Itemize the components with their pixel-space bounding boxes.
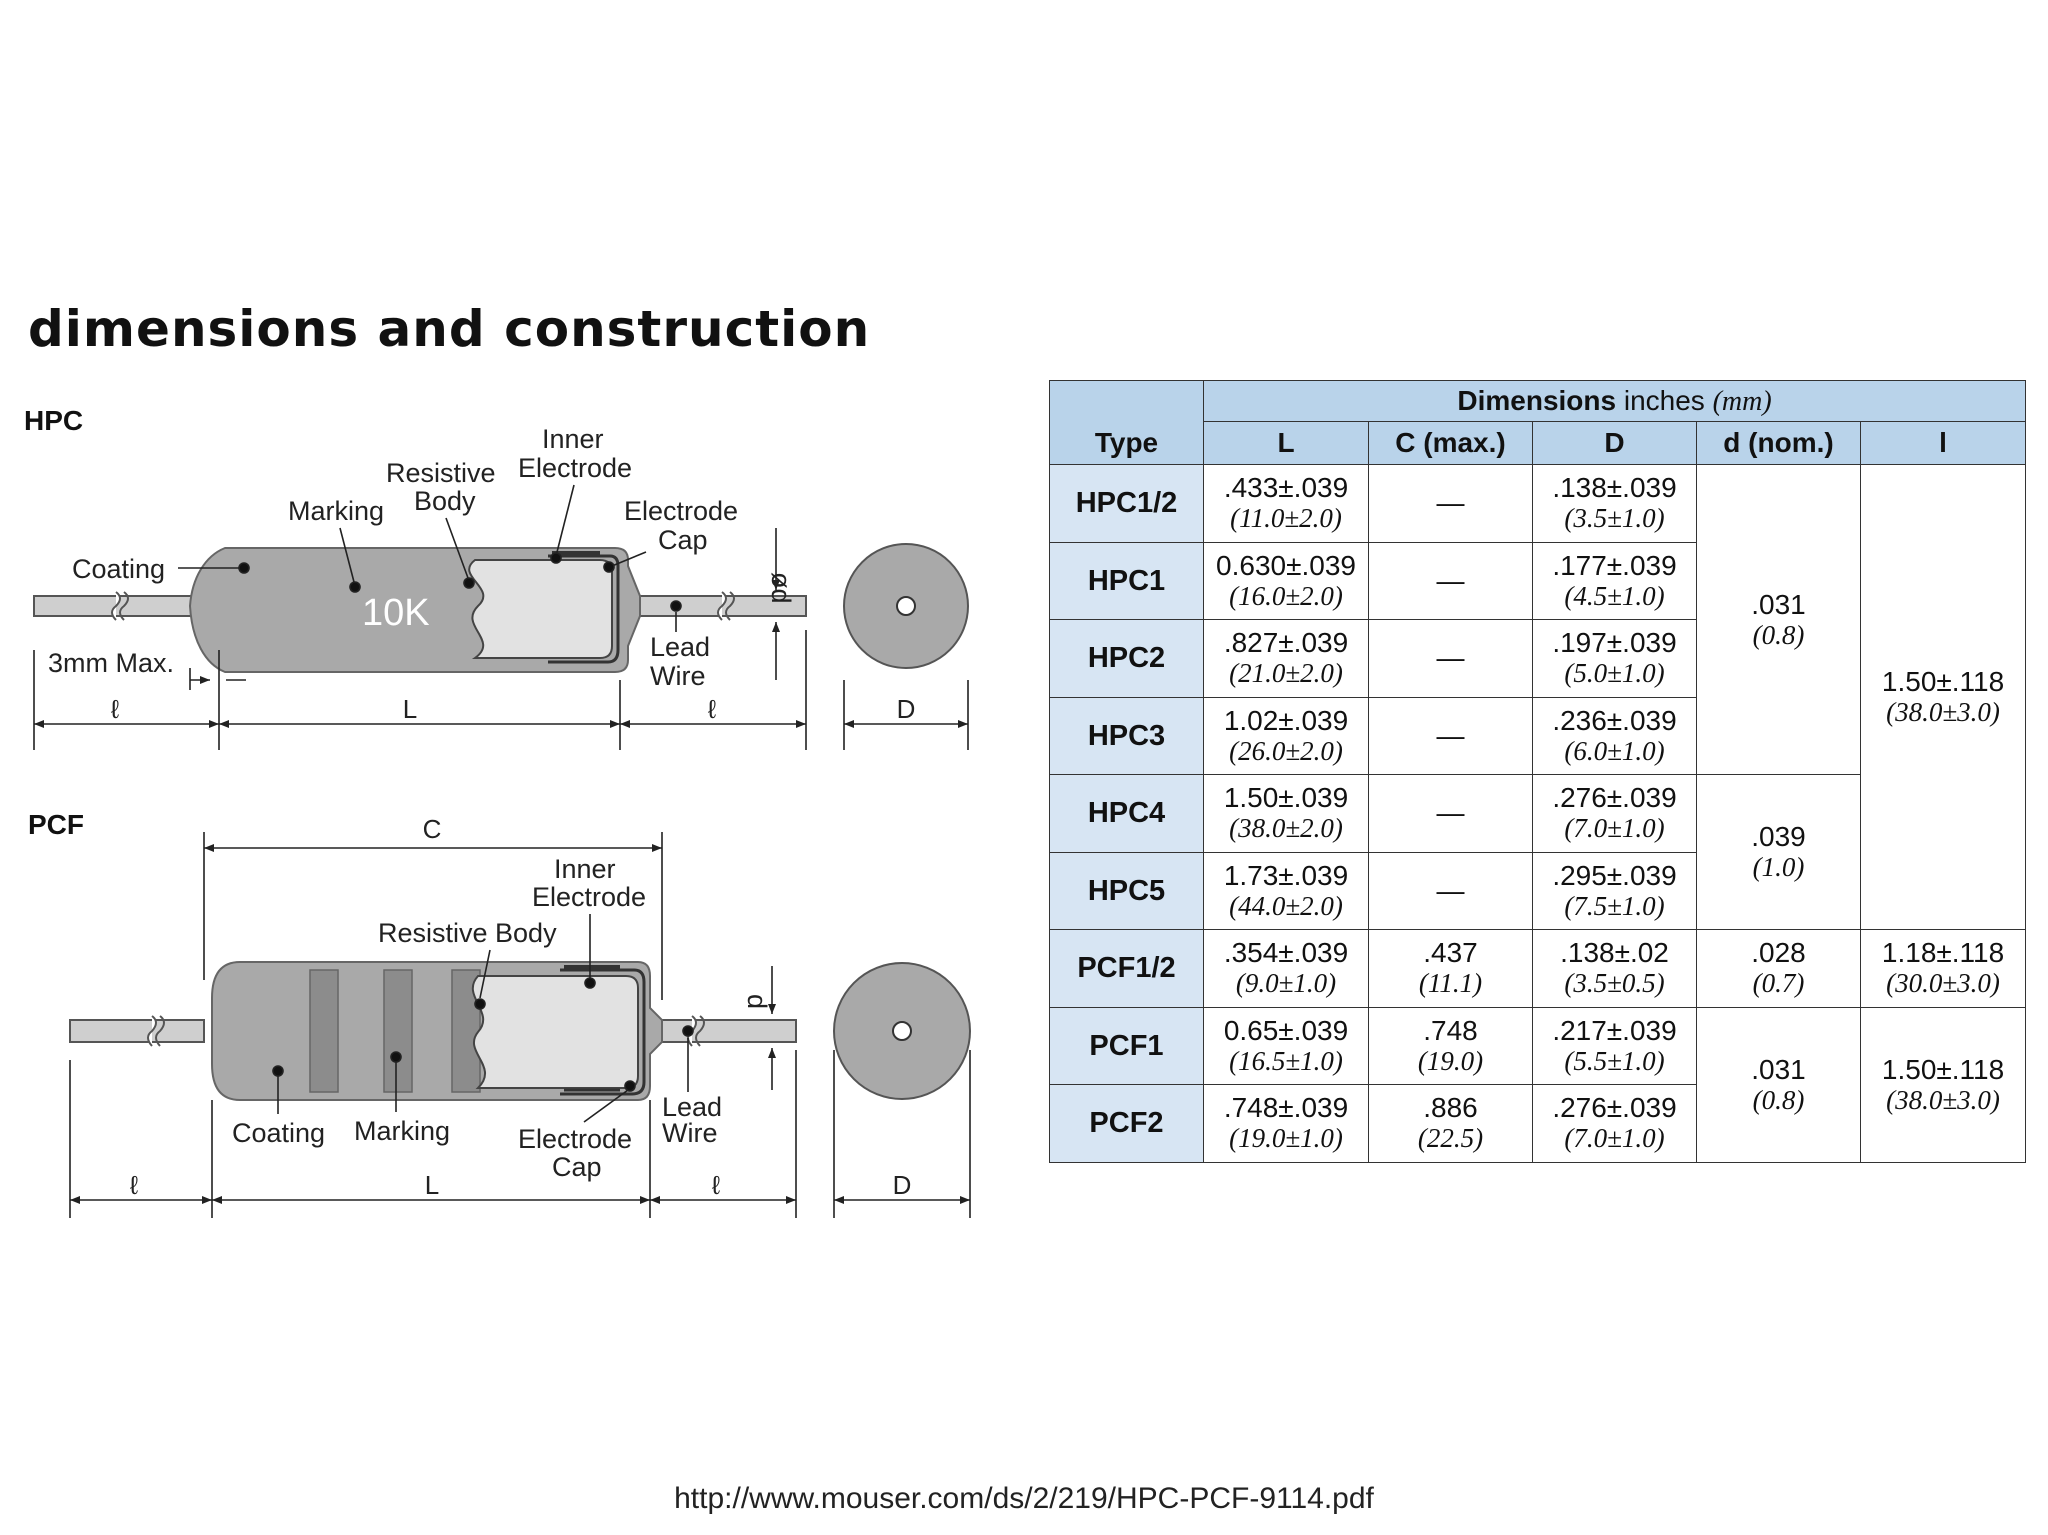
pcf-label-inner-electrode: Inner	[554, 854, 616, 884]
table-row	[1050, 930, 2026, 1008]
lead-length-cell: 1.50±.118 (38.0±3.0)	[1861, 1007, 2026, 1162]
type-cell: HPC1	[1050, 542, 1204, 620]
column-header-c: C (max.)	[1369, 422, 1533, 465]
pcf-label-lead-wire: Lead	[662, 1092, 723, 1122]
d-cell: .197±.039 (5.0±1.0)	[1533, 620, 1697, 698]
d-cell: .276±.039 (7.0±1.0)	[1533, 775, 1697, 853]
hpc-section-label: HPC	[24, 405, 84, 436]
group-header-label: Dimensions	[1457, 384, 1617, 416]
pcf-resistive-body	[473, 976, 638, 1088]
c-cell: .886 (22.5)	[1369, 1085, 1533, 1163]
d-cell: .217±.039 (5.5±1.0)	[1533, 1007, 1697, 1085]
source-url: http://www.mouser.com/ds/2/219/HPC-PCF-9114.pdf	[674, 1482, 1374, 1515]
d-nom-cell: .031 (0.8)	[1697, 465, 1861, 775]
pcf-band-1	[310, 970, 338, 1092]
hpc-label-marking: Marking	[288, 496, 385, 526]
c-cell: —	[1369, 542, 1533, 620]
hpc-label-lead-wire: Lead	[650, 632, 711, 662]
d-nom-cell: .031 (0.8)	[1697, 1007, 1861, 1162]
pcf-dim-diameter: D	[892, 1170, 912, 1200]
hpc-label-od: ød	[766, 572, 796, 604]
type-cell: PCF1/2	[1050, 930, 1204, 1008]
pcf-lead-right	[662, 1020, 796, 1042]
d-cell: .177±.039 (4.5±1.0)	[1533, 542, 1697, 620]
d-cell: .276±.039 (7.0±1.0)	[1533, 1085, 1697, 1163]
hpc-dim-lead-right: ℓ	[707, 694, 717, 724]
l-cell: .827±.039 (21.0±2.0)	[1204, 620, 1369, 698]
construction-diagram	[0, 390, 1010, 1250]
c-cell: —	[1369, 852, 1533, 930]
dimensions-group-header	[1204, 381, 2026, 422]
pcf-label-d: d	[742, 994, 772, 1010]
l-cell: 0.630±.039 (16.0±2.0)	[1204, 542, 1369, 620]
column-header-l: L	[1204, 422, 1369, 465]
lead-length-cell: 1.18±.118 (30.0±3.0)	[1861, 930, 2026, 1008]
pcf-label-lead-wire-2: Wire	[662, 1118, 718, 1148]
d-cell: .295±.039 (7.5±1.0)	[1533, 852, 1697, 930]
column-header-type: Type	[1050, 381, 1204, 465]
dimensions-table	[1049, 380, 2026, 1163]
group-header-unit: inches	[1623, 384, 1705, 416]
hpc-resistive-body	[469, 560, 612, 658]
pcf-dim-length: L	[424, 1170, 440, 1200]
type-cell: HPC3	[1050, 697, 1204, 775]
hpc-dim-lead-left: ℓ	[110, 694, 120, 724]
c-cell: —	[1369, 697, 1533, 775]
type-cell: HPC2	[1050, 620, 1204, 698]
hpc-dim-length: L	[402, 694, 418, 724]
type-cell: HPC4	[1050, 775, 1204, 853]
page-title: dimensions and construction	[28, 300, 871, 358]
hpc-resistor	[34, 544, 968, 672]
c-cell: —	[1369, 775, 1533, 853]
l-cell: 0.65±.039 (16.5±1.0)	[1204, 1007, 1369, 1085]
c-cell: —	[1369, 620, 1533, 698]
c-cell: .437 (11.1)	[1369, 930, 1533, 1008]
hpc-label-lead-wire-2: Wire	[650, 661, 706, 691]
d-cell: .138±.039 (3.5±1.0)	[1533, 465, 1697, 543]
group-header-unit-alt: (mm)	[1712, 385, 1772, 417]
l-cell: 1.02±.039 (26.0±2.0)	[1204, 697, 1369, 775]
pcf-label-inner-electrode-2: Electrode	[532, 882, 647, 912]
table-row	[1050, 1007, 2026, 1085]
hpc-label-resistive-body: Resistive	[386, 458, 496, 488]
table-row	[1050, 465, 2026, 543]
pcf-dim-cap-length: C	[422, 814, 442, 844]
pcf-label-electrode-cap-2: Cap	[552, 1152, 602, 1182]
pcf-dim-lead-right: ℓ	[711, 1170, 721, 1200]
l-cell: 1.73±.039 (44.0±2.0)	[1204, 852, 1369, 930]
hpc-label-max-note: 3mm Max.	[48, 648, 175, 678]
d-nom-cell: .039 (1.0)	[1697, 775, 1861, 930]
hpc-label-electrode-cap: Electrode	[624, 496, 739, 526]
l-cell: .748±.039 (19.0±1.0)	[1204, 1085, 1369, 1163]
pcf-resistor	[70, 962, 970, 1100]
c-cell: —	[1369, 465, 1533, 543]
l-cell: .433±.039 (11.0±2.0)	[1204, 465, 1369, 543]
pcf-label-marking: Marking	[354, 1116, 451, 1146]
d-cell: .138±.02 (3.5±0.5)	[1533, 930, 1697, 1008]
d-cell: .236±.039 (6.0±1.0)	[1533, 697, 1697, 775]
l-cell: 1.50±.039 (38.0±2.0)	[1204, 775, 1369, 853]
pcf-section-label: PCF	[28, 809, 84, 840]
pcf-band-2	[384, 970, 412, 1092]
hpc-dim-diameter: D	[896, 694, 916, 724]
l-cell: .354±.039 (9.0±1.0)	[1204, 930, 1369, 1008]
hpc-label-resistive-body-2: Body	[414, 486, 476, 516]
pcf-label-resistive-body: Resistive Body	[378, 918, 557, 948]
d-nom-cell: .028 (0.7)	[1697, 930, 1861, 1008]
hpc-label-coating: Coating	[72, 554, 166, 584]
hpc-label-electrode-cap-2: Cap	[658, 525, 708, 555]
pcf-label-coating: Coating	[232, 1118, 326, 1148]
hpc-label-inner-electrode: Inner	[542, 424, 604, 454]
pcf-dim-lead-left: ℓ	[129, 1170, 139, 1200]
pcf-label-electrode-cap: Electrode	[518, 1124, 633, 1154]
type-cell: PCF1	[1050, 1007, 1204, 1085]
pcf-lead-left	[70, 1020, 204, 1042]
column-header-d: D	[1533, 422, 1697, 465]
c-cell: .748 (19.0)	[1369, 1007, 1533, 1085]
column-header-lead-length: l	[1861, 422, 2026, 465]
type-cell: HPC5	[1050, 852, 1204, 930]
hpc-marking-text: 10K	[362, 592, 430, 634]
hpc-label-inner-electrode-2: Electrode	[518, 453, 633, 483]
type-cell: PCF2	[1050, 1085, 1204, 1163]
column-header-d-nom: d (nom.)	[1697, 422, 1861, 465]
lead-length-cell: 1.50±.118 (38.0±3.0)	[1861, 465, 2026, 930]
type-cell: HPC1/2	[1050, 465, 1204, 543]
